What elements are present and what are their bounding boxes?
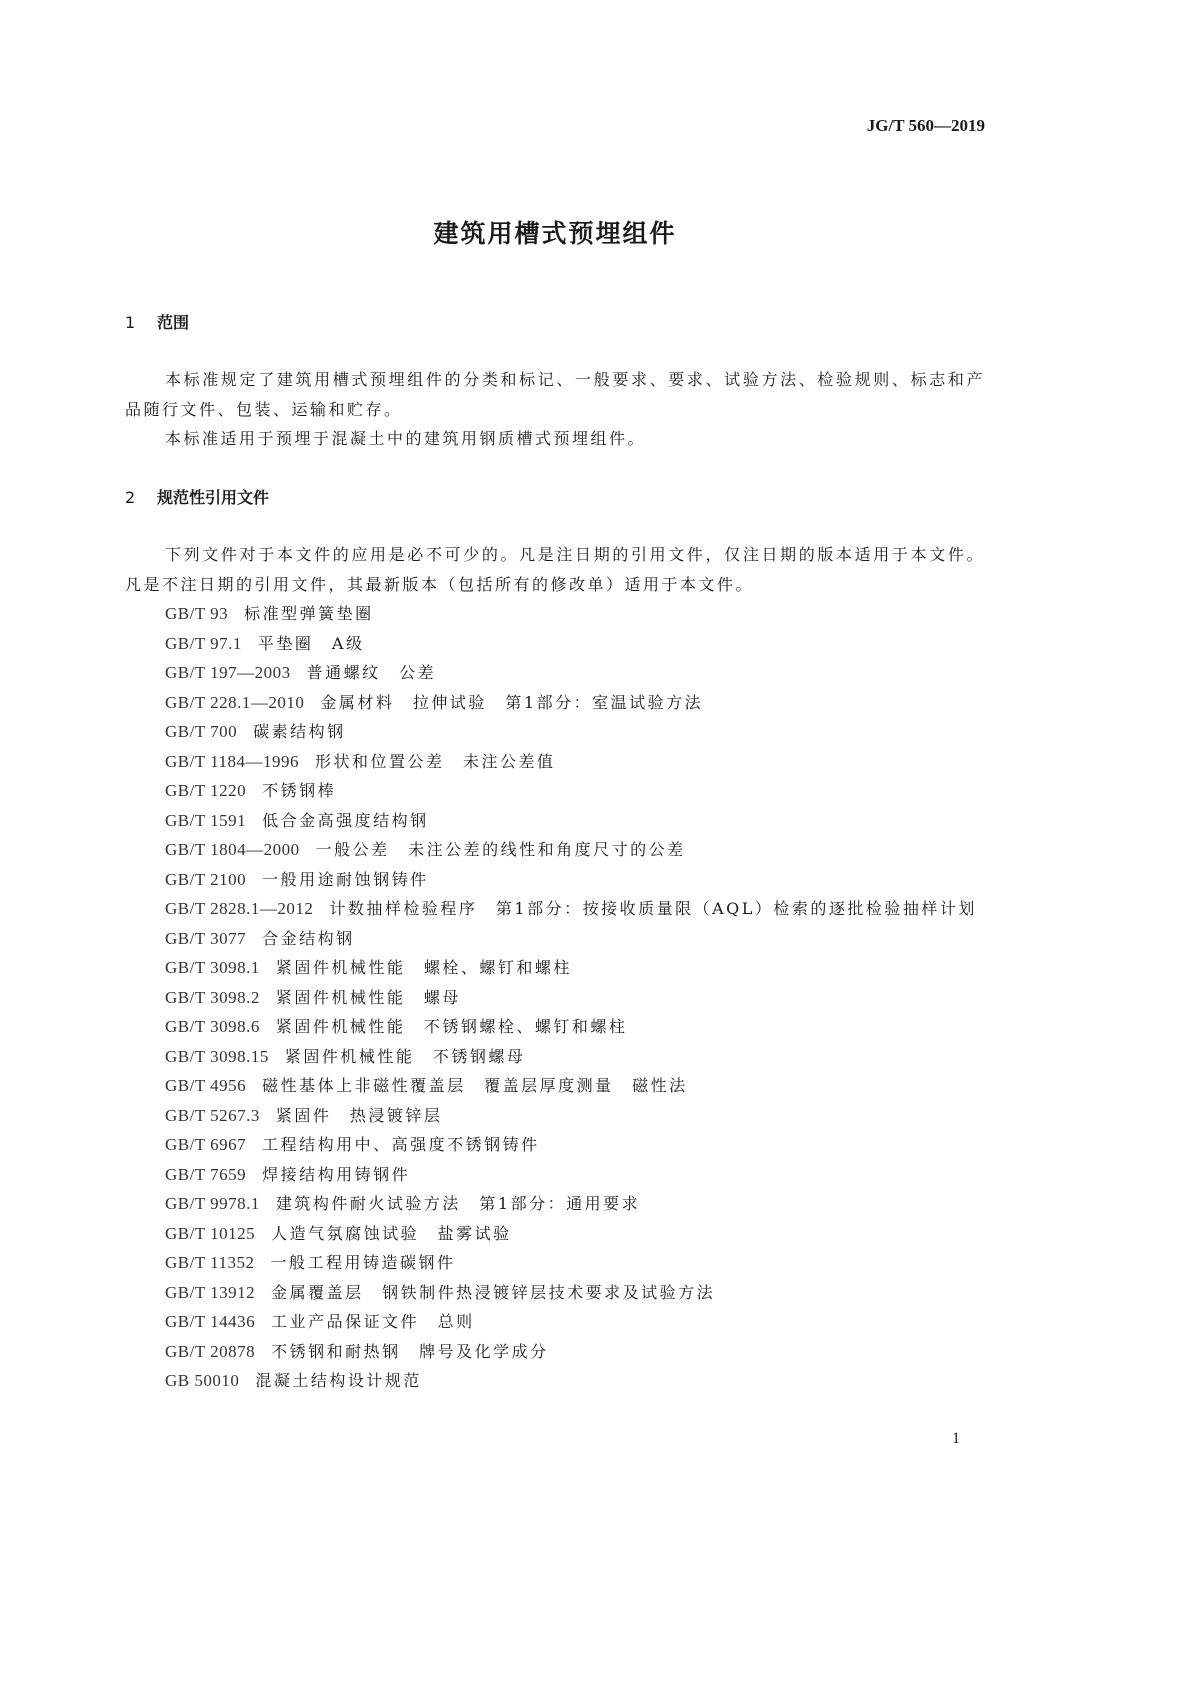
reference-item [125, 599, 985, 629]
reference-code: GB/T 2100 [165, 869, 247, 889]
reference-item [125, 1160, 985, 1190]
reference-item [125, 747, 985, 777]
reference-code: GB/T 2828.1—2012 [165, 899, 314, 918]
reference-code: GB/T 700 [165, 722, 238, 741]
reference-title: 混凝土结构设计规范 [255, 1371, 422, 1390]
section-2-body [125, 540, 985, 1396]
reference-item [125, 1101, 985, 1131]
reference-code: GB/T 10125 [165, 1223, 256, 1243]
reference-title: 低合金高强度结构钢 [262, 810, 429, 830]
reference-title: 紧固件机械性能 螺母 [275, 987, 461, 1007]
reference-item [125, 1042, 985, 1072]
reference-item [125, 1130, 985, 1160]
reference-code: GB/T 20878 [165, 1341, 256, 1361]
reference-code: GB/T 1804—2000 [165, 840, 300, 859]
document-title: 建筑用槽式预埋组件 [433, 219, 677, 248]
paragraph: 下列文件对于本文件的应用是必不可少的。凡是注日期的引用文件，仅注日期的版本适用于本文件。凡是不注日期的引用文件，其最新版本（包括所有的修改单）适用于本文件。 [125, 545, 985, 594]
reference-item [125, 629, 985, 659]
reference-item [125, 1012, 985, 1042]
reference-code: GB/T 9978.1 [165, 1194, 260, 1213]
reference-title: 金属覆盖层 钢铁制件热浸镀锌层技术要求及试验方法 [271, 1282, 716, 1302]
reference-title: 普通螺纹 公差 [306, 663, 437, 682]
reference-title: 碳素结构钢 [253, 722, 346, 741]
reference-code: GB/T 3077 [165, 928, 247, 948]
reference-item [125, 1071, 985, 1101]
reference-title: 形状和位置公差 未注公差值 [315, 751, 556, 771]
reference-title: 磁性基体上非磁性覆盖层 覆盖层厚度测量 磁性法 [262, 1076, 688, 1095]
section-2-heading [125, 485, 269, 508]
reference-title: 一般用途耐蚀钢铸件 [262, 869, 429, 889]
reference-item [125, 865, 985, 895]
reference-item [125, 658, 985, 688]
standard-number-header: JG/T 560—2019 [866, 116, 985, 135]
reference-code: GB/T 6967 [165, 1135, 247, 1154]
reference-item [125, 894, 985, 924]
reference-code: GB/T 197—2003 [165, 663, 291, 682]
reference-item [125, 1307, 985, 1337]
reference-title: 人造气氛腐蚀试验 盐雾试验 [271, 1223, 512, 1243]
reference-title: 紧固件机械性能 不锈钢螺栓、螺钉和螺柱 [275, 1017, 628, 1036]
reference-item [125, 1219, 985, 1249]
reference-list [125, 599, 985, 1396]
reference-code: GB/T 3098.15 [165, 1046, 269, 1066]
section-title: 范围 [157, 313, 190, 332]
reference-item [125, 1248, 985, 1278]
reference-item [125, 835, 985, 865]
reference-title: 紧固件机械性能 不锈钢螺母 [284, 1046, 526, 1066]
reference-code: GB/T 14436 [165, 1312, 256, 1331]
reference-code: GB/T 11352 [165, 1253, 255, 1272]
section-number: 2 [125, 488, 136, 507]
reference-item [125, 1337, 985, 1367]
reference-item [125, 983, 985, 1013]
reference-title: 标准型弹簧垫圈 [244, 604, 374, 623]
reference-item [125, 688, 985, 718]
section-number: 1 [125, 313, 136, 332]
reference-code: GB/T 93 [165, 604, 229, 623]
reference-code: GB/T 97.1 [165, 633, 242, 653]
reference-item [125, 1278, 985, 1308]
reference-title: 建筑构件耐火试验方法 第1部分：通用要求 [275, 1194, 641, 1213]
reference-title: 紧固件 热浸镀锌层 [275, 1105, 443, 1125]
reference-code: GB/T 1591 [165, 810, 247, 830]
reference-title: 不锈钢和耐热钢 牌号及化学成分 [271, 1341, 549, 1361]
reference-title: 金属材料 拉伸试验 第1部分：室温试验方法 [320, 692, 704, 712]
paragraph: 本标准适用于预埋于混凝土中的建筑用钢质槽式预埋组件。 [165, 429, 647, 448]
reference-code: GB/T 3098.1 [165, 958, 260, 977]
reference-code: GB/T 1184—1996 [165, 751, 300, 771]
reference-item [125, 776, 985, 806]
reference-code: GB/T 1220 [165, 781, 247, 800]
reference-code: GB/T 3098.6 [165, 1017, 260, 1036]
reference-code: GB/T 3098.2 [165, 987, 260, 1007]
reference-title: 工业产品保证文件 总则 [271, 1312, 475, 1331]
section-1-body [125, 365, 985, 454]
reference-item [125, 1189, 985, 1219]
reference-item [125, 806, 985, 836]
reference-code: GB/T 228.1—2010 [165, 692, 305, 712]
reference-title: 合金结构钢 [262, 928, 355, 948]
reference-title: 焊接结构用铸钢件 [262, 1164, 411, 1184]
reference-item [125, 953, 985, 983]
reference-title: 工程结构用中、高强度不锈钢铸件 [262, 1135, 540, 1154]
reference-code: GB/T 4956 [165, 1076, 247, 1095]
reference-item [125, 1366, 985, 1396]
reference-title: 计数抽样检验程序 第1部分：按接收质量限（AQL）检索的逐批检验抽样计划 [329, 899, 977, 918]
reference-item [125, 717, 985, 747]
reference-title: 不锈钢棒 [262, 781, 337, 800]
paragraph: 本标准规定了建筑用槽式预埋组件的分类和标记、一般要求、要求、试验方法、检验规则、标志和产品随行文件、包装、运输和贮存。 [125, 370, 985, 419]
section-title: 规范性引用文件 [157, 488, 270, 507]
reference-code: GB/T 5267.3 [165, 1105, 260, 1125]
reference-code: GB/T 13912 [165, 1282, 256, 1302]
reference-code: GB/T 7659 [165, 1164, 247, 1184]
reference-title: 平垫圈 A级 [257, 633, 365, 653]
reference-item [125, 924, 985, 954]
reference-title: 紧固件机械性能 螺栓、螺钉和螺柱 [275, 958, 572, 977]
reference-title: 一般公差 未注公差的线性和角度尺寸的公差 [315, 840, 686, 859]
reference-title: 一般工程用铸造碳钢件 [270, 1253, 456, 1272]
section-1-heading [125, 310, 189, 333]
reference-code: GB 50010 [165, 1371, 240, 1390]
page-number: 1 [952, 1430, 960, 1447]
